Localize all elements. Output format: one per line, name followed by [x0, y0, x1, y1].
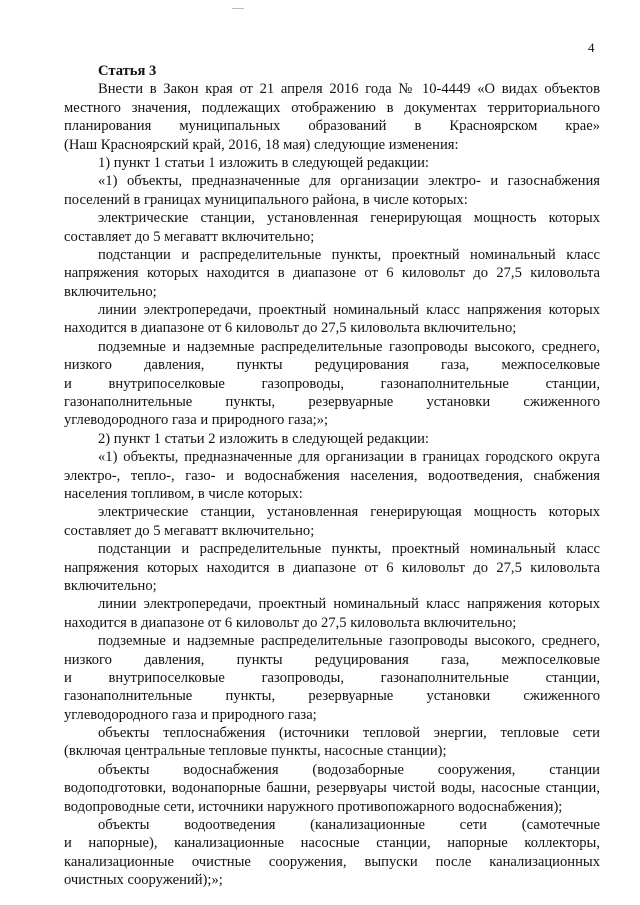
text-line: 1) пункт 1 статьи 1 изложить в следующей редакции:	[98, 154, 429, 171]
text-line: (Наш Красноярский край, 2016, 18 мая) следующие изменения:	[64, 136, 459, 153]
text-line: населения топливом, в числе которых:	[64, 485, 303, 502]
text-line: электро-, тепло-, газо- и водоснабжения населения, водоотведения, снабжения	[64, 467, 600, 484]
text-line: очистных сооружений);»;	[64, 872, 223, 889]
text-line: местного значения, подлежащих отображению в документах территориального	[64, 99, 600, 116]
text-line: включительно;	[64, 283, 157, 300]
text-line: составляет до 5 мегаватт включительно;	[64, 228, 315, 245]
text-line: линии электропередачи, проектный номинальный класс напряжения которых	[98, 596, 600, 613]
text-line: электрические станции, установленная генерирующая мощность которых	[98, 504, 600, 521]
scan-mark	[232, 8, 244, 9]
text-line: составляет до 5 мегаватт включительно;	[64, 522, 315, 539]
text-line: объекты водоснабжения (водозаборные сооружения, станции	[98, 761, 600, 778]
text-line: «1) объекты, предназначенные для организации в границах городского округа	[98, 449, 600, 466]
article-heading: Статья 3	[98, 63, 157, 79]
text-line: подземные и надземные распределительные газопроводы высокого, среднего,	[98, 338, 600, 355]
text-line: включительно;	[64, 577, 157, 594]
text-line: низкого давления, пункты редуцирования газа, межпоселковые	[64, 357, 600, 374]
text-line: объекты теплоснабжения (источники тепловой энергии, тепловые сети	[98, 725, 600, 742]
text-line: подземные и надземные распределительные газопроводы высокого, среднего,	[98, 633, 600, 650]
text-line: канализационные очистные сооружения, выпуски после канализационных	[64, 853, 600, 870]
text-line: 2) пункт 1 статьи 2 изложить в следующей редакции:	[98, 430, 429, 447]
text-line: водопроводные сети, источники наружного противопожарного водоснабжения);	[64, 798, 563, 815]
text-line: напряжения которых находится в диапазоне от 6 киловольт до 27,5 киловольта	[64, 559, 600, 576]
text-line: подстанции и распределительные пункты, проектный номинальный класс	[98, 541, 600, 558]
text-line: и внутрипоселковые газопроводы, газонаполнительные станции,	[64, 669, 600, 686]
text-line: напряжения которых находится в диапазоне от 6 киловольт до 27,5 киловольта	[64, 265, 600, 282]
text-line: подстанции и распределительные пункты, проектный номинальный класс	[98, 246, 600, 263]
page-number: 4	[588, 40, 595, 55]
text-line: низкого давления, пункты редуцирования газа, межпоселковые	[64, 651, 600, 668]
text-line: водоподготовки, водонапорные башни, резервуары чистой воды, насосные станции,	[64, 780, 600, 797]
text-line: планирования муниципальных образований в Красноярском крае»	[64, 118, 600, 135]
text-line: Внести в Закон края от 21 апреля 2016 года № 10-4449 «О видах объектов	[98, 81, 600, 98]
text-line: электрические станции, установленная генерирующая мощность которых	[98, 210, 600, 227]
document-body	[64, 62, 600, 890]
text-line: находится в диапазоне от 6 киловольт до 27,5 киловольта включительно;	[64, 614, 517, 631]
text-line: «1) объекты, предназначенные для организации электро- и газоснабжения	[98, 173, 600, 190]
text-line: поселений в границах муниципального района, в числе которых:	[64, 191, 468, 208]
text-line: находится в диапазоне от 6 киловольт до 27,5 киловольта включительно;	[64, 320, 517, 337]
text-line: и внутрипоселковые газопроводы, газонаполнительные станции,	[64, 375, 600, 392]
text-line: газонаполнительные пункты, резервуарные установки сжиженного	[64, 688, 600, 705]
text-line: газонаполнительные пункты, резервуарные установки сжиженного	[64, 394, 600, 411]
text-line: и напорные), канализационные насосные станции, напорные коллекторы,	[64, 835, 600, 852]
text-line: линии электропередачи, проектный номинальный класс напряжения которых	[98, 302, 600, 319]
text-line: объекты водоотведения (канализационные сети (самотечные	[98, 817, 600, 834]
text-line: (включая центральные тепловые пункты, насосные станции);	[64, 743, 447, 760]
text-line: углеводородного газа и природного газа;	[64, 706, 317, 723]
text-line: углеводородного газа и природного газа;»;	[64, 412, 329, 429]
